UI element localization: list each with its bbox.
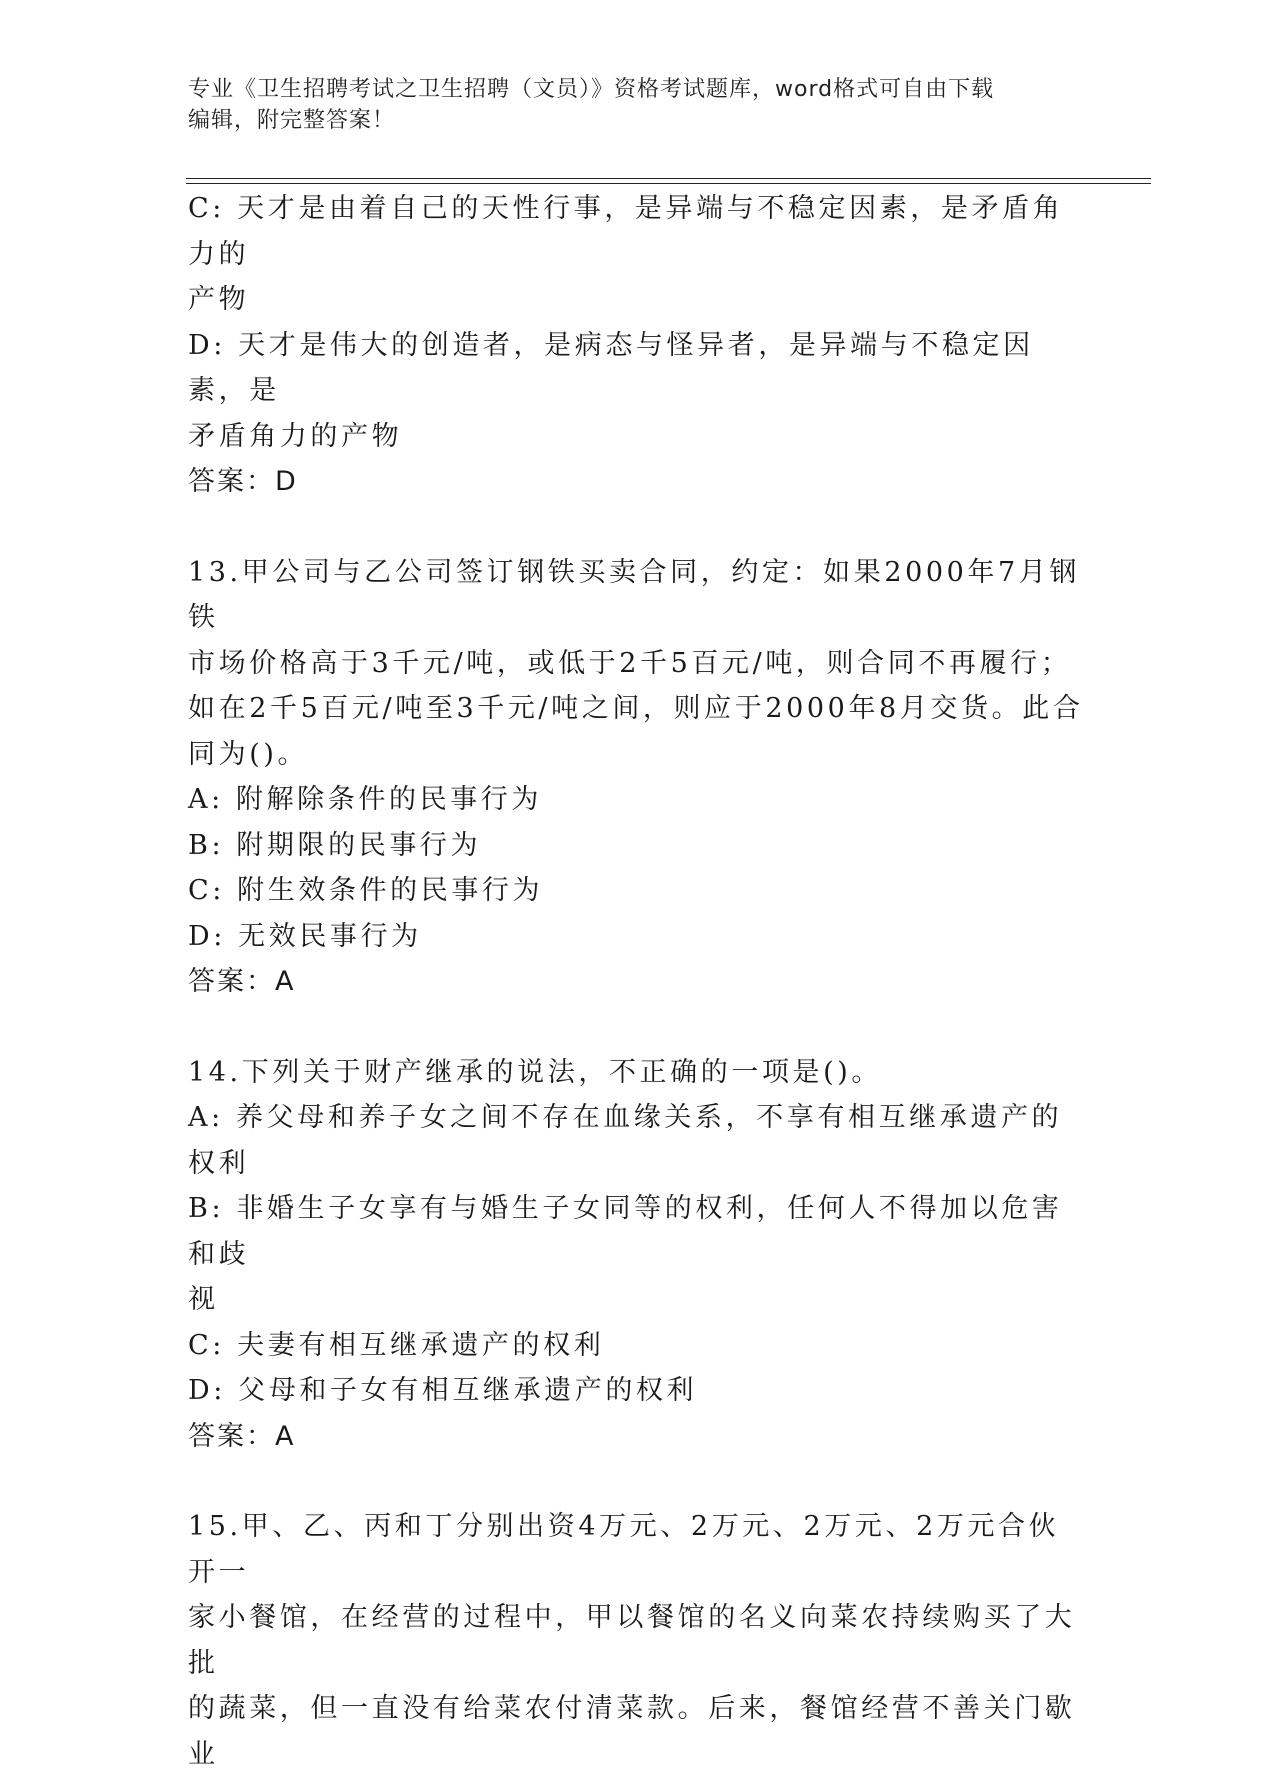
- question-stem-line-2: 市场价格高于3千元/吨，或低于2千5百元/吨，则合同不再履行；: [188, 647, 1072, 679]
- header-divider-top: [186, 178, 1151, 179]
- section-gap: [188, 505, 1088, 550]
- question-13: [188, 550, 1088, 1005]
- option-c-line-2: 产物: [188, 284, 250, 315]
- question-stem-line-1: 14.下列关于财产继承的说法，不正确的一项是()。: [188, 1056, 883, 1088]
- option-d: D: 无效民事行为: [188, 920, 422, 952]
- header-line-2: 编辑，附完整答案！: [188, 108, 396, 133]
- option-c: C: 附生效条件的民事行为: [188, 875, 544, 906]
- option-c-line-1: C: 天才是由着自己的天性行事，是异端与不稳定因素，是矛盾角力的: [188, 193, 1064, 270]
- option-b-line-2: 视: [188, 1284, 219, 1315]
- header-line-1: 专业《卫生招聘考试之卫生招聘（文员）》资格考试题库，word格式可自由下载: [188, 77, 995, 102]
- answer-line: 答案：D: [188, 466, 298, 497]
- option-d: D: 父母和子女有相互继承遗产的权利: [188, 1375, 698, 1406]
- section-gap: [188, 1459, 1088, 1504]
- question-14: [188, 1050, 1088, 1460]
- option-a: A: 养父母和养子女之间不存在血缘关系，不享有相互继承遗产的权利: [188, 1102, 1063, 1179]
- document-body: [188, 186, 1088, 1777]
- question-15: [188, 1504, 1088, 1777]
- question-12-tail: [188, 186, 1088, 505]
- question-stem-line-3: 如在2千5百元/吨至3千元/吨之间，则应于2000年8月交货。此合: [188, 693, 1084, 724]
- question-stem-line-4: 同为()。: [188, 738, 309, 770]
- question-stem-line-2: 家小餐馆，在经营的过程中，甲以餐馆的名义向菜农持续购买了大批: [188, 1602, 1076, 1679]
- section-gap: [188, 1005, 1088, 1050]
- option-a: A: 附解除条件的民事行为: [188, 784, 542, 815]
- question-stem-line-3: 的蔬菜，但一直没有给菜农付清菜款。后来，餐馆经营不善关门歇业: [188, 1693, 1076, 1770]
- answer-line: 答案：A: [188, 966, 296, 997]
- document-header: [188, 74, 1088, 136]
- question-stem-line-1: 13.甲公司与乙公司签订钢铁买卖合同，约定：如果2000年7月钢铁: [188, 556, 1081, 633]
- option-b: B: 附期限的民事行为: [188, 829, 482, 861]
- header-divider-bottom: [186, 183, 1151, 184]
- option-c: C: 夫妻有相互继承遗产的权利: [188, 1329, 605, 1361]
- option-d-line-2: 矛盾角力的产物: [188, 420, 403, 452]
- option-b-line-1: B: 非婚生子女享有与婚生子女同等的权利，任何人不得加以危害和歧: [188, 1193, 1063, 1270]
- question-stem-line-1: 15.甲、乙、丙和丁分别出资4万元、2万元、2万元、2万元合伙开一: [188, 1511, 1060, 1588]
- option-d-line-1: D: 天才是伟大的创造者，是病态与怪异者，是异端与不稳定因素，是: [188, 329, 1034, 406]
- answer-line: 答案：A: [188, 1420, 296, 1452]
